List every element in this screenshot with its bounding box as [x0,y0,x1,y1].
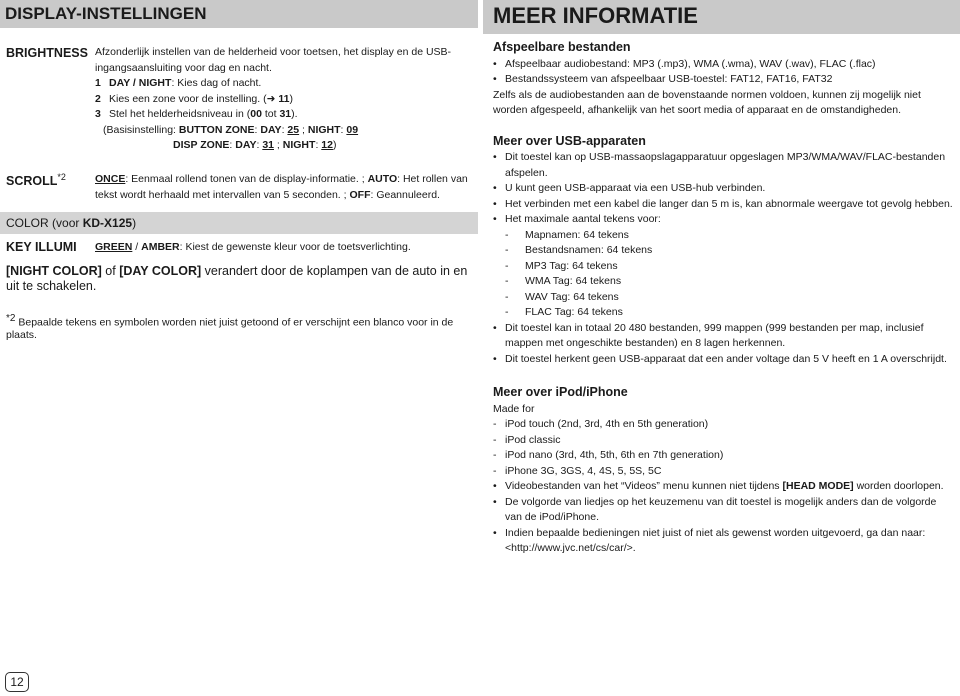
color-section-header [0,212,478,234]
green-option: GREEN [95,241,133,253]
page-number: 12 [5,672,29,692]
note-text: verandert door de koplampen van de auto in en uit te schakelen. [6,264,468,293]
scroll-once-text: : Eenmaal rollend tonen van de display-informatie. ; [125,173,368,185]
brightness-block [95,45,475,154]
brightness-label: BRIGHTNESS [6,46,88,60]
footnote-marker: *2 [6,313,16,324]
page-reference: 11 [278,92,290,105]
step-text: ) [289,92,293,105]
playable-files-paragraph: Zelfs als de audiobestanden aan de bovenstaande normen voldoen, kunnen zij mogelijk niet worden afgespeeld, afhankelijk van het soort media of apparaat en de omstandigheden. [493,88,921,116]
list-item: • Dit toestel kan in totaal 20 480 bestanden, 999 mappen (999 bestanden per map, inclusief mappen met ongeschikte bestanden) en 8 lagen herkennen. [493,321,955,352]
playable-files-list [493,57,955,88]
night-color-key: [NIGHT COLOR] [6,264,102,278]
list-item: - iPod touch (2nd, 3rd, 4th en 5th generation) [493,417,955,433]
brightness-step-1 [95,76,475,92]
list-item: • U kunt geen USB-apparaat via een USB-hub verbinden. [493,181,955,197]
step-text: Stel het helderheidsniveau in ( [109,108,251,120]
arrow-right-icon: ➜ [266,92,276,105]
colon: : [340,123,347,136]
key-illumi-text: : Kiest de gewenste kleur voor de toetsverlichting. [179,241,411,253]
list-item: • Het verbinden met een kabel die langer dan 5 m is, kan abnormale weergave tot gevolg hebben. [493,197,955,213]
disp-zone-night-value: 12 [321,139,333,151]
step-text: tot [261,108,280,120]
list-item: - iPhone 3G, 3GS, 4, 4S, 5, 5S, 5C [493,464,955,480]
sub-list-item: - WAV Tag: 64 tekens [505,290,955,306]
scroll-once-option: ONCE [95,173,126,185]
scroll-label-text: SCROLL [6,174,58,189]
sub-list-item: - WMA Tag: 64 tekens [505,274,955,290]
colon: : [256,139,263,151]
head-mode-key: [HEAD MODE] [782,480,854,492]
range-min: 00 [250,108,262,120]
scroll-auto-option: AUTO [367,173,398,185]
list-item: • Afspeelbaar audiobestand: MP3 (.mp3), WMA (.wma), WAV (.wav), FLAC (.flac) [493,57,955,73]
brightness-default-line-2 [95,138,475,154]
right-content [493,40,955,557]
scroll-off-option: OFF [349,188,371,201]
scroll-description [95,172,475,203]
scroll-off-text: : Geannuleerd. [370,188,440,201]
colon: : [229,139,236,151]
color-label: COLOR [6,216,49,230]
day-label: DAY [235,139,257,151]
separator: ; [274,139,283,151]
list-item [493,479,955,495]
button-zone-night-value: 09 [346,123,359,136]
disp-zone-day-value: 31 [262,139,274,151]
usb-devices-list [493,150,955,367]
sub-list-item: - FLAC Tag: 64 tekens [505,305,955,321]
separator: ; [299,123,308,136]
page-title-more-info: MEER INFORMATIE [483,0,960,34]
button-zone-label: BUTTON ZONE [178,123,255,136]
color-paren-open: (voor [48,216,83,230]
list-item-text: worden doorlopen. [853,480,944,492]
scroll-auto-text: : Het rollen van tekst wordt herhaald met intervallen van 5 seconden. ; [95,173,468,201]
brightness-description: Afzonderlijk instellen van de helderheid voor toetsen, het display en de USB-ingangsaansluiting voor dag en nacht. [95,46,452,74]
list-item: - iPod nano (3rd, 4th, 5th, 6th en 7th generation) [493,448,955,464]
default-prefix: (Basisinstelling: [103,123,179,136]
sub-list-item: - Mapnamen: 64 tekens [505,228,955,244]
list-item-text: Het maximale aantal tekens voor: [505,213,661,225]
ipod-notes-list [493,479,955,557]
key-illumi-label: KEY ILLUMI [6,240,77,254]
list-item: • Dit toestel herkent geen USB-apparaat dat een ander voltage dan 5 V heeft en 1 A overschrijdt. [493,352,955,368]
step-text: ). [291,108,298,120]
night-label: NIGHT [307,123,341,136]
brightness-default-line-1 [95,123,475,139]
list-item: - iPod classic [493,433,955,449]
colon: : [281,123,288,136]
list-item-text: Videobestanden van het “Videos” menu kunnen niet tijdens [505,480,783,492]
day-night-key: DAY / NIGHT [109,77,172,89]
list-item: • Dit toestel kan op USB-massaopslagapparatuur opgeslagen MP3/WMA/WAV/FLAC-bestanden afspelen. [493,150,955,181]
color-paren-close: ) [132,216,137,230]
sub-list-item: - Bestandsnamen: 64 tekens [505,243,955,259]
page-title-display-settings: DISPLAY-INSTELLINGEN [0,0,478,28]
list-item: • De volgorde van liedjes op het keuzemenu van dit toestel is mogelijk anders dan de volgorde van de iPod/iPhone. [493,495,955,526]
footnote [6,313,472,341]
step-number: 2 [95,92,101,105]
list-item: • Indien bepaalde bedieningen niet juist of niet als gewenst worden uitgevoerd, ga dan naar: <http://www.jvc.net/cs/car/>. [493,526,955,557]
usb-devices-heading: Meer over USB-apparaten [493,133,646,148]
step-number: 3 [95,108,101,120]
footnote-marker: *2 [57,172,66,182]
note-text: of [101,264,120,278]
step-text: : Kies dag of nacht. [171,77,262,89]
close-paren: ) [332,139,337,151]
night-label: NIGHT [282,139,316,151]
step-number: 1 [95,77,101,89]
slash: / [132,241,142,253]
colon: : [254,123,261,136]
step-text: Kies een zone voor de instelling. ( [109,92,267,105]
range-max: 31 [279,108,292,120]
button-zone-day-value: 25 [287,123,300,136]
scroll-label [6,172,66,188]
made-for-label: Made for [493,402,535,415]
max-characters-list [505,228,955,321]
brightness-step-3 [95,107,475,123]
ipod-iphone-heading: Meer over iPod/iPhone [493,385,628,399]
ipod-models-list [493,417,955,479]
sub-list-item: - MP3 Tag: 64 tekens [505,259,955,275]
disp-zone-label: DISP ZONE [173,139,230,151]
night-day-color-note [6,264,472,294]
day-color-key: [DAY COLOR] [119,264,202,278]
playable-files-heading: Afspeelbare bestanden [493,40,631,54]
colon: : [315,139,322,151]
day-label: DAY [260,123,282,136]
footnote-text: Bepaalde tekens en symbolen worden niet juist getoond of er verschijnt een blanco voor in de plaats. [6,316,454,341]
brightness-step-2 [95,92,475,108]
model-name: KD-X125 [82,216,133,230]
list-item: • Bestandssysteem van afspeelbaar USB-toestel: FAT12, FAT16, FAT32 [493,72,955,88]
key-illumi-description [95,240,475,256]
amber-option: AMBER [141,241,180,253]
list-item [493,212,955,321]
